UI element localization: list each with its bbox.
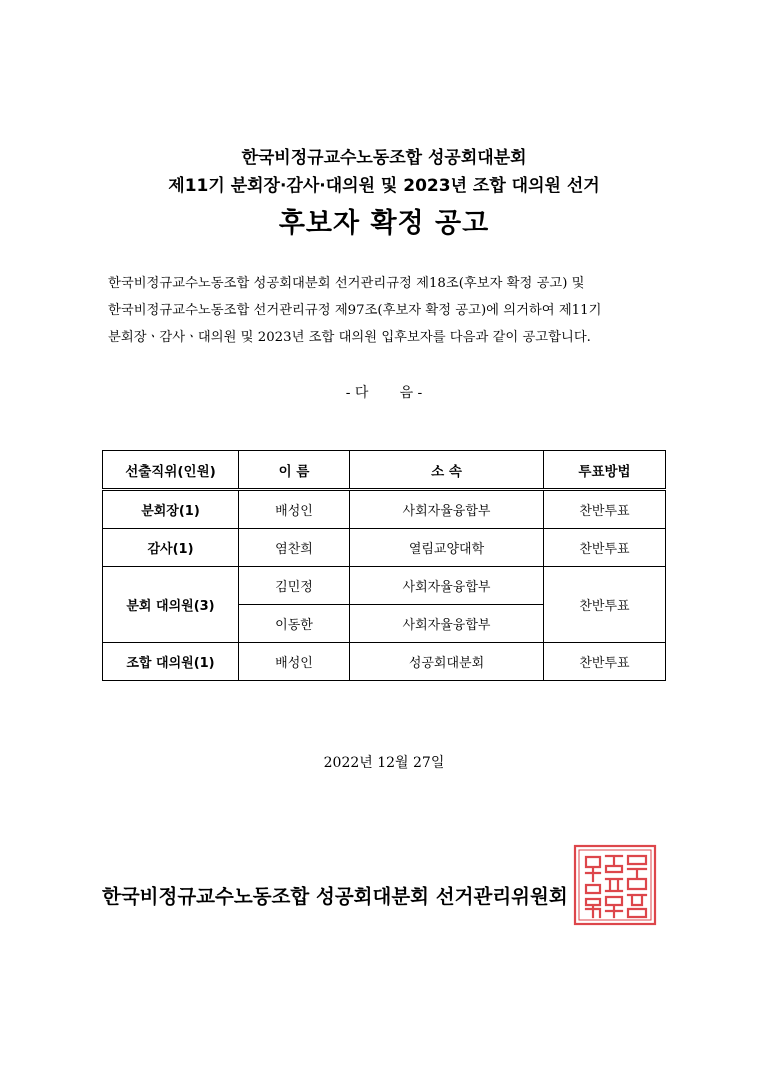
cell-affiliation: 성공회대분회 [350, 643, 544, 681]
election-title: 제11기 분회장·감사·대의원 및 2023년 조합 대의원 선거 [168, 176, 600, 196]
notice-date: 2022년 12월 27일 [323, 755, 445, 771]
cell-method: 찬반투표 [544, 643, 666, 681]
cell-name: 염찬희 [239, 529, 350, 567]
cell-name: 배성인 [239, 643, 350, 681]
body-line-2: 한국비정규교수노동조합 선거관리규정 제97조(후보자 확정 공고)에 의거하여 제11기 [108, 303, 602, 318]
cell-affiliation: 사회자율융합부 [350, 605, 544, 643]
body-line-3: 분회장ㆍ감사ㆍ대의원 및 2023년 조합 대의원 입후보자를 다음과 같이 공고합니다. [108, 330, 591, 345]
column-header-position: 선출직위(인원) [103, 451, 239, 490]
cell-affiliation: 열림교양대학 [350, 529, 544, 567]
cell-method: 찬반투표 [544, 567, 666, 643]
cell-name: 김민정 [239, 567, 350, 605]
table-row [103, 567, 666, 605]
table-row [103, 490, 666, 529]
table-row [103, 643, 666, 681]
table-header-row [103, 451, 666, 490]
cell-affiliation: 사회자율융합부 [350, 567, 544, 605]
official-seal-icon [572, 843, 658, 927]
body-line-1: 한국비정규교수노동조합 성공회대분회 선거관리규정 제18조(후보자 확정 공고) 및 [108, 276, 585, 291]
issuer-name: 한국비정규교수노동조합 성공회대분회 선거관리위원회 [102, 885, 568, 908]
cell-name: 배성인 [239, 490, 350, 529]
column-header-name: 이 름 [239, 451, 350, 490]
cell-name: 이동한 [239, 605, 350, 643]
org-title: 한국비정규교수노동조합 성공회대분회 [241, 148, 527, 168]
table-row [103, 529, 666, 567]
cell-position: 감사(1) [103, 529, 239, 567]
candidate-table [102, 450, 666, 681]
cell-method: 찬반투표 [544, 529, 666, 567]
column-header-affiliation: 소 속 [350, 451, 544, 490]
notice-title: 후보자 확정 공고 [278, 208, 490, 239]
cell-affiliation: 사회자율융합부 [350, 490, 544, 529]
cell-position: 분회 대의원(3) [103, 567, 239, 643]
cell-position: 분회장(1) [103, 490, 239, 529]
cell-method: 찬반투표 [544, 490, 666, 529]
column-header-method: 투표방법 [544, 451, 666, 490]
separator-heading: - 다 음 - [345, 385, 423, 401]
cell-position: 조합 대의원(1) [103, 643, 239, 681]
